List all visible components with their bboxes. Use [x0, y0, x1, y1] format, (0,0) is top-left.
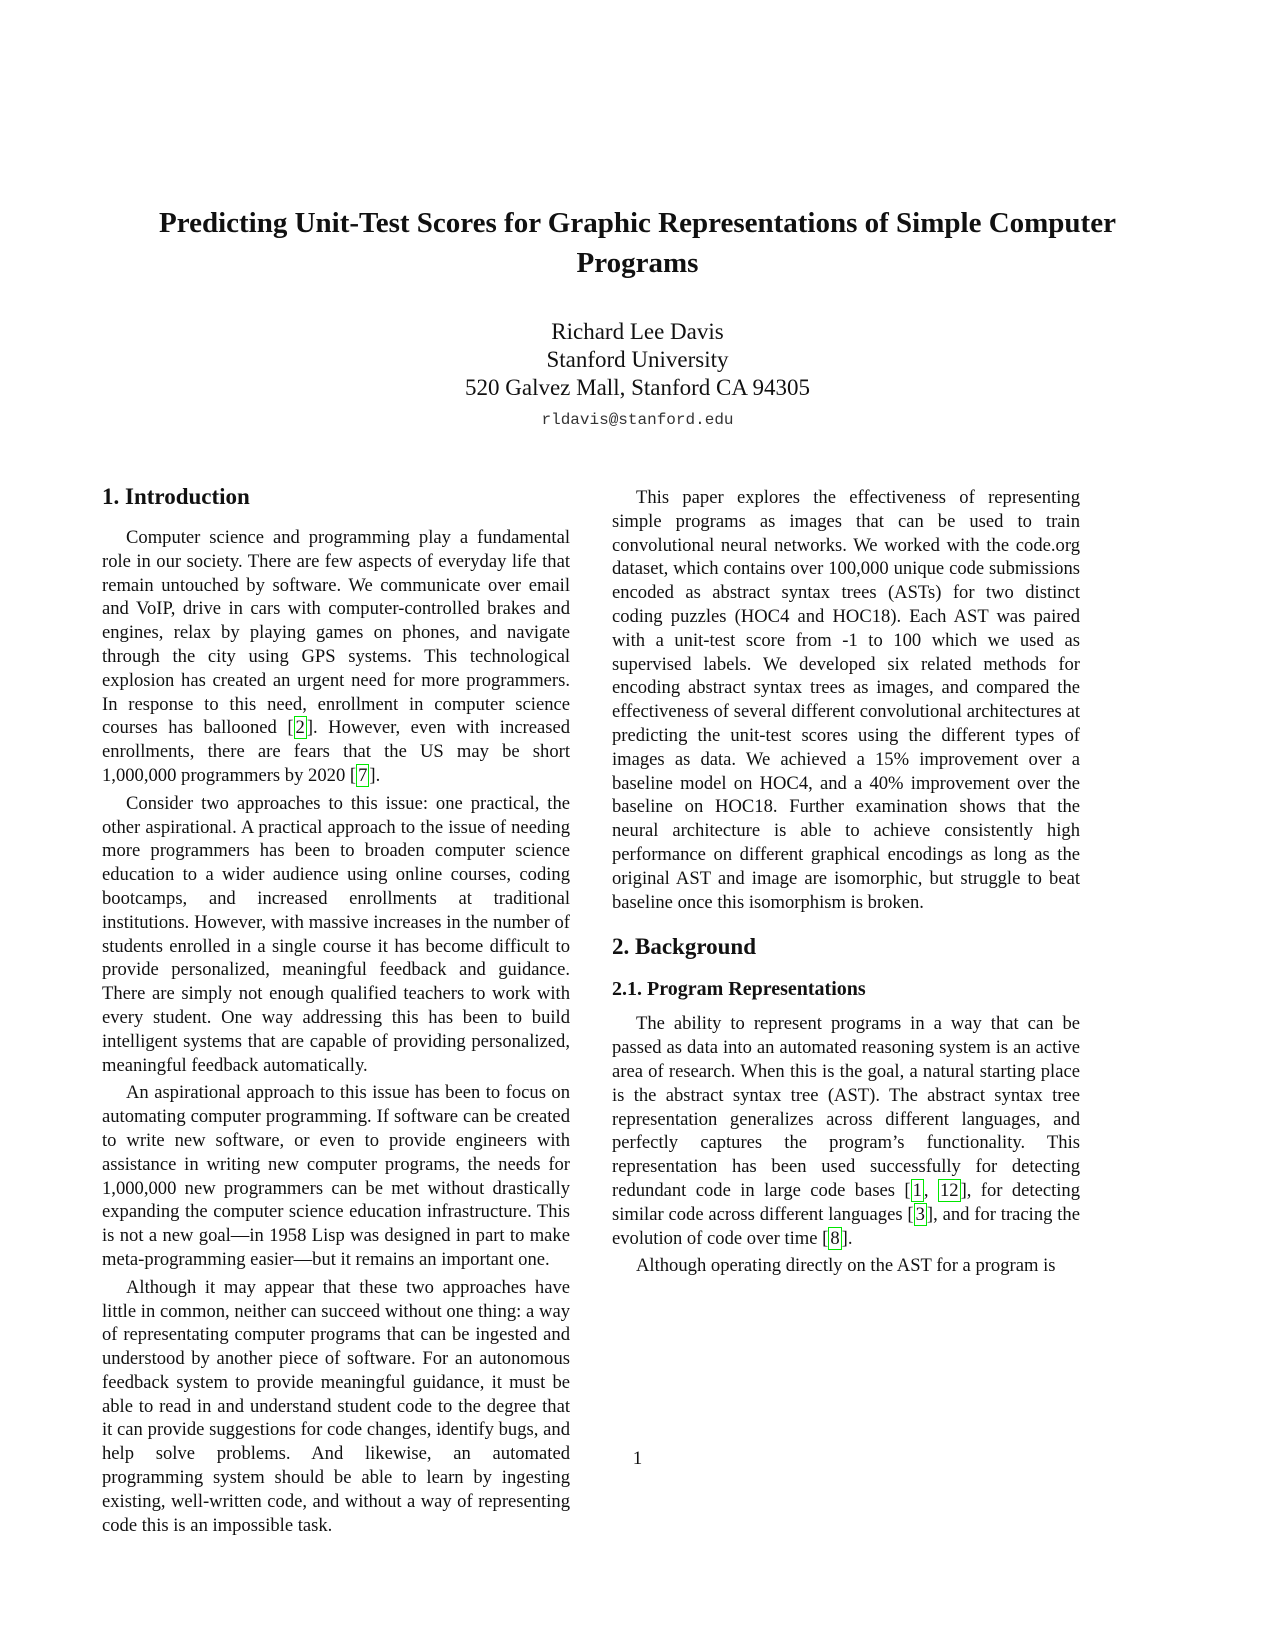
author-block [0, 318, 1275, 430]
citation-link[interactable]: 7 [358, 764, 368, 786]
author-name: Richard Lee Davis [551, 319, 724, 344]
author-address: 520 Galvez Mall, Stanford CA 94305 [465, 375, 810, 400]
paragraph: Consider two approaches to this issue: one practical, the other aspirational. A practical approach to the issue of needing more programmers has been to broaden computer science education to a wider audience using online courses, coding bootcamps, and increased enrollments at traditional institutions. However, with massive increases in the number of students enrolled in a single course it has become difficult to provide personalized, meaningful feedback and guidance. There are simply not enough qualified teachers to work with every student. One way addressing this has been to build intelligent systems that are capable of providing personalized, meaningful feedback automatically. [102, 792, 570, 1076]
paragraph: Although it may appear that these two approaches have little in common, neither can succeed without one thing: a way of representating computer programs that can be ingested and understood by another piece of software. For an autonomous feedback system to provide meaningful guidance, it must be able to read in and understand student code to the degree that it can provide suggestions for code changes, identify bugs, and help solve problems. And likewise, an automated programming system should be able to learn by ingesting existing, well-written code, and without a way of representing code this is an impossible task. [102, 1276, 570, 1536]
citation-link[interactable]: 1 [912, 1179, 922, 1201]
author-email: rldavis@stanford.edu [541, 411, 734, 429]
citation-link[interactable]: 12 [939, 1179, 959, 1201]
paragraph: Although operating directly on the AST for a program is [636, 1255, 1056, 1277]
page-number: 1 [632, 1448, 643, 1469]
paragraph: This paper explores the effectiveness of representing simple programs as images that can be used to train convolutional neural networks. We worked with the code.org dataset, which contains over 100,000 unique code submissions encoded as abstract syntax trees (ASTs) for two distinct coding puzzles (HOC4 and HOC18). Each AST was paired with a unit-test score from -1 to 100 which we used as supervised labels. We developed six related methods for encoding abstract syntax trees as images, and compared the effectiveness of several different convolutional architectures at predicting the unit-test scores using the different types of images as data. We achieved a 15% improvement over a baseline model on HOC4, and a 40% improvement over the baseline on HOC18. Further examination shows that the neural architecture is able to achieve consistently high performance on different graphical encodings as long as the original AST and image are isomorphic, but struggle to beat baseline once this isomorphism is broken. [612, 487, 1080, 913]
section-heading-introduction: 1. Introduction [102, 484, 250, 509]
section-heading-background: 2. Background [612, 934, 757, 960]
citation-link[interactable]: 8 [830, 1227, 840, 1249]
left-column [102, 482, 570, 1541]
citation-link[interactable]: 2 [295, 717, 305, 739]
paragraph: Computer science and programming play a fundamental role in our society. There are few aspects of everyday life that remain untouched by software. We communicate over email and VoIP, drive in cars with computer-controlled brakes and engines, relax by playing games on phones, and navigate through the city using GPS systems. This technological explosion has created an urgent need for more programmers. In response to this need, enrollment in computer science courses has ballooned [ 2 ]. However, even with increased enrollments, there are fears that the US may be short 1,000,000 programmers by 2020 [ 7 ]. [102, 527, 570, 786]
subsection-heading-program-representations: 2.1. Program Representations [612, 978, 866, 1001]
paper-title: Predicting Unit-Test Scores for Graphic Representations of Simple Computer Programs [159, 207, 1116, 279]
citation-link[interactable]: 3 [915, 1203, 925, 1225]
paragraph: An aspirational approach to this issue has been to focus on automating computer programming. If software can be created to write new software, or even to provide engineers with assistance in writing new computer programs, the needs for 1,000,000 new programmers can be met without drastically expanding the computer science education infrastructure. This is not a new goal—in 1958 Lisp was designed in part to make meta-programming easier—but it remains an important one. [102, 1082, 570, 1270]
paragraph: The ability to represent programs in a way that can be passed as data into an automated reasoning system is an active area of research. When this is the goal, a natural starting place is the abstract syntax tree (AST). The abstract syntax tree representation generalizes across different languages, and perfectly captures the program’s functionality. This representation has been used successfully for detecting redundant code in large code bases [ 1 , 12 ], for detecting similar code across different languages [ 3 ], and for tracing the evolution of code over time [ 8 ]. [612, 1013, 1081, 1249]
author-affiliation: Stanford University [546, 347, 729, 372]
right-column [612, 486, 1080, 1282]
